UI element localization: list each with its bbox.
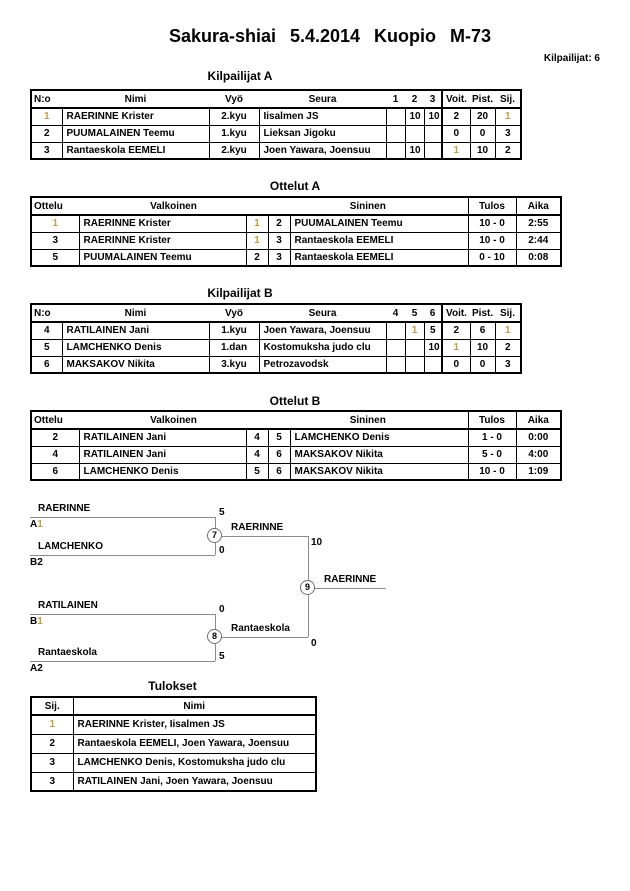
col-result: Tulos <box>468 411 516 429</box>
time: 4:00 <box>516 446 561 463</box>
col-m3: 6 <box>424 304 442 322</box>
blue-name: MAKSAKOV Nikita <box>290 446 468 463</box>
pool-b-heading: Kilpailijat B <box>207 286 273 300</box>
competitor-club: Joen Yawara, Joensuu <box>259 322 386 339</box>
bracket-score: 5 <box>219 507 225 518</box>
bracket-match-number: 8 <box>207 629 222 644</box>
col-points: Pist. <box>470 90 495 108</box>
competitor-belt: 3.kyu <box>209 356 259 373</box>
match-score: 10 <box>424 108 442 125</box>
match-no: 4 <box>31 446 79 463</box>
bracket-competitor: RAERINNE <box>38 503 91 514</box>
matches-b-heading: Ottelut B <box>269 394 321 408</box>
place: 1 <box>495 322 521 339</box>
bracket-competitor: Rantaeskola <box>38 647 97 658</box>
result: 1 - 0 <box>468 429 516 446</box>
col-m2: 2 <box>405 90 424 108</box>
competitor-club: Petrozavodsk <box>259 356 386 373</box>
page-title: Sakura-shiai 5.4.2014 Kuopio M-73 <box>168 26 492 46</box>
bracket-seed <box>30 616 43 627</box>
bracket-seed <box>30 557 43 568</box>
col-wins: Voit. <box>442 90 470 108</box>
match-score: 10 <box>405 108 424 125</box>
competitor-name: PUUMALAINEN Teemu <box>62 125 209 142</box>
blue-no: 3 <box>268 249 290 266</box>
blue-no: 2 <box>268 215 290 232</box>
col-no: N:o <box>31 90 62 108</box>
blue-name: Rantaeskola EEMELI <box>290 232 468 249</box>
white-name: RATILAINEN Jani <box>79 429 246 446</box>
time: 0:00 <box>516 429 561 446</box>
points: 0 <box>470 125 495 142</box>
col-name: Nimi <box>73 697 316 715</box>
competitor-name: RAERINNE Krister <box>62 108 209 125</box>
seed-number: 1 <box>37 616 43 627</box>
col-place: Sij. <box>495 304 521 322</box>
place: 3 <box>31 772 73 791</box>
competitor-no: 6 <box>31 356 62 373</box>
col-blue: Sininen <box>268 411 468 429</box>
col-place: Sij. <box>495 90 521 108</box>
seed-letter: A <box>30 519 38 530</box>
col-m1: 4 <box>386 304 405 322</box>
bracket-match-number: 9 <box>300 580 315 595</box>
result: 10 - 0 <box>468 215 516 232</box>
col-white: Valkoinen <box>79 411 268 429</box>
competitor-name: Rantaeskola EEMELI <box>62 142 209 159</box>
blue-name: PUUMALAINEN Teemu <box>290 215 468 232</box>
col-club: Seura <box>259 90 386 108</box>
blue-no: 3 <box>268 232 290 249</box>
bracket-competitor: RATILAINEN <box>38 600 98 611</box>
match-no: 1 <box>31 215 79 232</box>
seed-letter: B <box>30 616 38 627</box>
white-no: 1 <box>246 215 268 232</box>
competitor-club: Lieksan Jigoku <box>259 125 386 142</box>
col-result: Tulos <box>468 197 516 215</box>
results-header-row <box>31 697 316 715</box>
place: 2 <box>495 142 521 159</box>
competitors-count: Kilpailijat: 6 <box>543 53 600 64</box>
col-belt: Vyö <box>209 304 259 322</box>
wins: 0 <box>442 356 470 373</box>
competitor-club: Iisalmen JS <box>259 108 386 125</box>
col-m1: 1 <box>386 90 405 108</box>
blue-name: LAMCHENKO Denis <box>290 429 468 446</box>
white-name: LAMCHENKO Denis <box>79 463 246 480</box>
competitor-name: MAKSAKOV Nikita <box>62 356 209 373</box>
wins: 0 <box>442 125 470 142</box>
white-no: 5 <box>246 463 268 480</box>
col-m3: 3 <box>424 90 442 108</box>
bracket-seed <box>30 663 43 674</box>
competitor-no: 3 <box>31 142 62 159</box>
col-match: Ottelu <box>31 411 79 429</box>
bracket-score: 0 <box>219 545 225 556</box>
bracket-line <box>215 536 308 537</box>
competitor-no: 2 <box>31 125 62 142</box>
match-no: 3 <box>31 232 79 249</box>
blue-name: Rantaeskola EEMELI <box>290 249 468 266</box>
place: 3 <box>31 753 73 772</box>
match-no: 5 <box>31 249 79 266</box>
results-table <box>30 696 317 792</box>
competitor-belt: 2.kyu <box>209 108 259 125</box>
competitor-club: Joen Yawara, Joensuu <box>259 142 386 159</box>
wins: 1 <box>442 339 470 356</box>
matches-a-heading: Ottelut A <box>269 179 321 193</box>
match-no: 2 <box>31 429 79 446</box>
col-match: Ottelu <box>31 197 79 215</box>
competitor-club: Kostomuksha judo clu <box>259 339 386 356</box>
result-name: Rantaeskola EEMELI, Joen Yawara, Joensuu <box>73 734 316 753</box>
time: 2:44 <box>516 232 561 249</box>
col-no: N:o <box>31 304 62 322</box>
bracket-score: 0 <box>311 638 317 649</box>
match-score: 10 <box>424 339 442 356</box>
bracket-winner: RAERINNE <box>231 522 284 533</box>
bracket-seed <box>30 519 43 530</box>
points: 10 <box>470 339 495 356</box>
blue-no: 6 <box>268 463 290 480</box>
bracket-competitor: LAMCHENKO <box>38 541 103 552</box>
pool-a-heading: Kilpailijat A <box>207 69 273 83</box>
place: 3 <box>495 356 521 373</box>
competitor-name: RATILAINEN Jani <box>62 322 209 339</box>
white-no: 2 <box>246 249 268 266</box>
white-no: 1 <box>246 232 268 249</box>
blue-name: MAKSAKOV Nikita <box>290 463 468 480</box>
result: 10 - 0 <box>468 232 516 249</box>
col-time: Aika <box>516 411 561 429</box>
white-no: 4 <box>246 429 268 446</box>
result: 10 - 0 <box>468 463 516 480</box>
table-row <box>31 734 316 753</box>
competitor-belt: 1.kyu <box>209 125 259 142</box>
match-no: 6 <box>31 463 79 480</box>
seed-letter: A <box>30 663 38 674</box>
white-name: RAERINNE Krister <box>79 232 246 249</box>
competitor-belt: 2.kyu <box>209 142 259 159</box>
competitor-no: 4 <box>31 322 62 339</box>
place: 1 <box>31 715 73 734</box>
result-name: LAMCHENKO Denis, Kostomuksha judo clu <box>73 753 316 772</box>
white-name: RATILAINEN Jani <box>79 446 246 463</box>
bracket-winner: Rantaeskola <box>231 623 290 634</box>
bracket-score: 10 <box>311 537 323 548</box>
col-white: Valkoinen <box>79 197 268 215</box>
seed-number: 2 <box>37 663 43 674</box>
table-row <box>31 772 316 791</box>
place: 2 <box>31 734 73 753</box>
col-time: Aika <box>516 197 561 215</box>
table-row <box>31 715 316 734</box>
result-name: RAERINNE Krister, Iisalmen JS <box>73 715 316 734</box>
points: 10 <box>470 142 495 159</box>
place: 3 <box>495 125 521 142</box>
bracket-line <box>30 661 215 662</box>
competitor-no: 5 <box>31 339 62 356</box>
bracket-champion: RAERINNE <box>324 574 377 585</box>
competitor-no: 1 <box>31 108 62 125</box>
match-score: 10 <box>405 142 424 159</box>
points: 0 <box>470 356 495 373</box>
col-name: Nimi <box>62 304 209 322</box>
bracket-score: 0 <box>219 604 225 615</box>
col-place: Sij. <box>31 697 73 715</box>
wins: 2 <box>442 322 470 339</box>
bracket-line <box>30 517 215 518</box>
points: 20 <box>470 108 495 125</box>
wins: 2 <box>442 108 470 125</box>
seed-letter: B <box>30 557 38 568</box>
place: 1 <box>495 108 521 125</box>
time: 0:08 <box>516 249 561 266</box>
table-row <box>31 753 316 772</box>
match-score: 5 <box>424 322 442 339</box>
competitor-belt: 1.dan <box>209 339 259 356</box>
col-points: Pist. <box>470 304 495 322</box>
bracket-score: 5 <box>219 651 225 662</box>
col-name: Nimi <box>62 90 209 108</box>
seed-number: 1 <box>37 519 43 530</box>
seed-number: 2 <box>37 557 43 568</box>
bracket-line <box>308 588 386 589</box>
competitor-name: LAMCHENKO Denis <box>62 339 209 356</box>
white-name: RAERINNE Krister <box>79 215 246 232</box>
wins: 1 <box>442 142 470 159</box>
col-club: Seura <box>259 304 386 322</box>
time: 2:55 <box>516 215 561 232</box>
time: 1:09 <box>516 463 561 480</box>
col-blue: Sininen <box>268 197 468 215</box>
col-wins: Voit. <box>442 304 470 322</box>
results-heading: Tulokset <box>148 679 197 693</box>
white-no: 4 <box>246 446 268 463</box>
blue-no: 5 <box>268 429 290 446</box>
bracket-line <box>30 555 215 556</box>
place: 2 <box>495 339 521 356</box>
blue-no: 6 <box>268 446 290 463</box>
white-name: PUUMALAINEN Teemu <box>79 249 246 266</box>
match-score: 1 <box>405 322 424 339</box>
points: 6 <box>470 322 495 339</box>
bracket-line <box>30 614 215 615</box>
bracket-line <box>215 637 308 638</box>
result-name: RATILAINEN Jani, Joen Yawara, Joensuu <box>73 772 316 791</box>
result: 0 - 10 <box>468 249 516 266</box>
result: 5 - 0 <box>468 446 516 463</box>
competitor-belt: 1.kyu <box>209 322 259 339</box>
col-m2: 5 <box>405 304 424 322</box>
bracket-match-number: 7 <box>207 528 222 543</box>
col-belt: Vyö <box>209 90 259 108</box>
